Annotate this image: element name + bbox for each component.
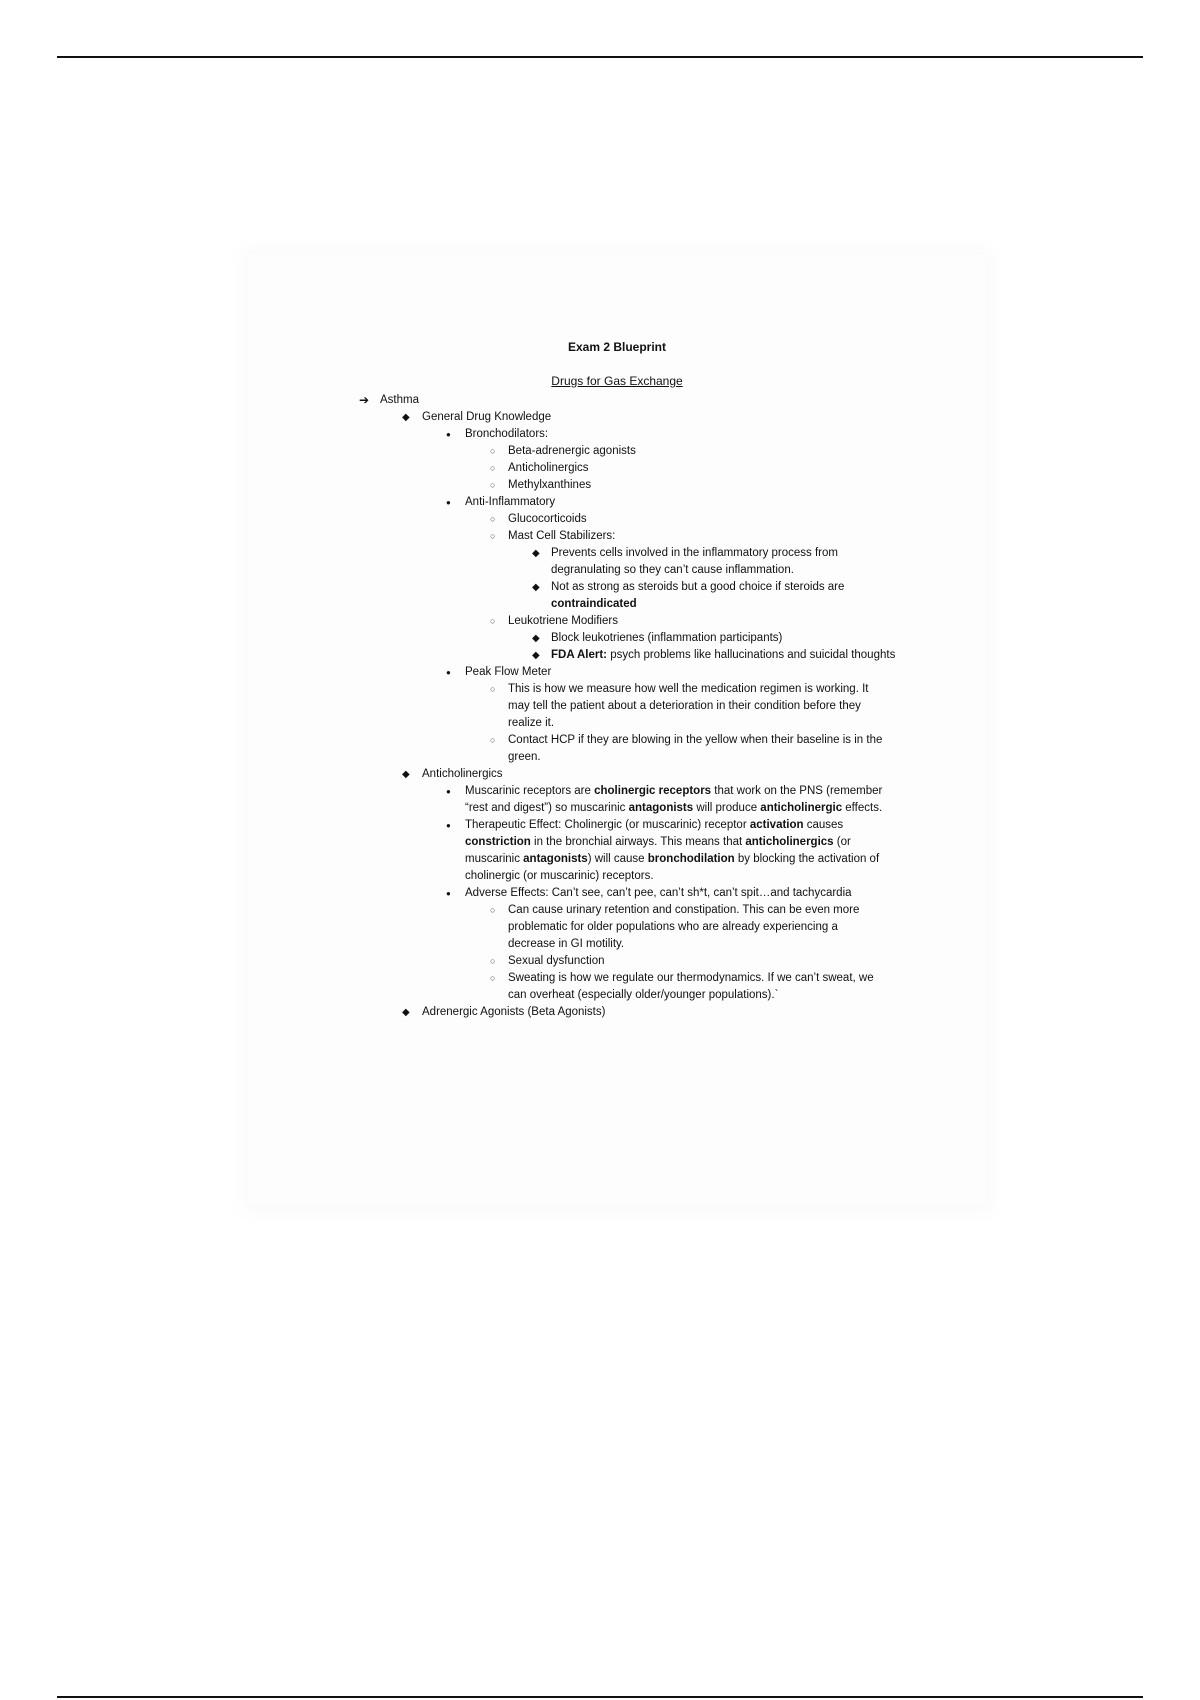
outline-item-text: Prevents cells involved in the inflammatory process from degranulating so they can’t cause inflammation. — [551, 547, 838, 576]
outline-item — [249, 511, 888, 528]
disc-bullet-icon: ● — [446, 787, 451, 796]
circle-bullet-icon: ○ — [490, 735, 496, 745]
outline-item-text: Sweating is how we regulate our thermodynamics. If we can’t sweat, we can overheat (especially older/younger populations).` — [508, 972, 874, 1001]
outline-item-text: Block leukotrienes (inflammation participants) — [551, 632, 783, 644]
outline-item — [249, 783, 885, 817]
outline-item — [249, 613, 888, 630]
diamond-bullet-icon: ◆ — [402, 1007, 410, 1018]
bold-term: FDA Alert: — [551, 649, 608, 661]
top-rule — [57, 56, 1143, 58]
outline-list — [249, 392, 985, 1021]
text-run: will produce — [693, 802, 761, 814]
outline-item — [249, 443, 888, 460]
outline-item-text — [465, 819, 879, 882]
outline-item — [249, 766, 842, 783]
outline-item — [249, 647, 896, 664]
diamond-bullet-icon: ◆ — [402, 769, 410, 780]
bold-term: contraindicated — [551, 598, 637, 610]
outline-item — [249, 732, 888, 766]
outline-item-text: Bronchodilators: — [465, 428, 549, 440]
outline-item-text: Mast Cell Stabilizers: — [508, 530, 616, 542]
outline-item — [249, 902, 888, 953]
disc-bullet-icon: ● — [446, 668, 451, 677]
outline-item-text: Adverse Effects: Can’t see, can’t pee, can’t sh*t, can’t spit…and tachycardia — [465, 887, 852, 899]
bold-term: antagonists — [523, 853, 588, 865]
text-run: (or muscarinic — [465, 836, 851, 865]
outline-item-text: Glucocorticoids — [508, 513, 587, 525]
outline-item-text: Beta-adrenergic agonists — [508, 445, 636, 457]
outline-item — [249, 545, 896, 579]
text-run: effects. — [842, 802, 883, 814]
circle-bullet-icon: ○ — [490, 531, 496, 541]
outline-item-text: Contact HCP if they are blowing in the yellow when their baseline is in the green. — [508, 734, 883, 763]
diamond-bullet-icon: ◆ — [532, 582, 540, 593]
text-run: that work on the PNS (remember “rest and digest”) so muscarinic — [465, 785, 883, 814]
outline-item-text: Anticholinergics — [508, 462, 589, 474]
circle-bullet-icon: ○ — [490, 956, 496, 966]
bold-term: anticholinergics — [745, 836, 834, 848]
diamond-bullet-icon: ◆ — [532, 548, 540, 559]
circle-bullet-icon: ○ — [490, 616, 496, 626]
outline-item — [249, 460, 888, 477]
circle-bullet-icon: ○ — [490, 514, 496, 524]
outline-item — [249, 494, 885, 511]
outline-item — [249, 885, 885, 902]
outline-item-text: Anti-Inflammatory — [465, 496, 556, 508]
text-run: causes — [803, 819, 844, 831]
circle-bullet-icon: ○ — [490, 973, 496, 983]
text-run: psych problems like hallucinations and suicidal thoughts — [607, 649, 896, 661]
document-title: Exam 2 Blueprint — [567, 340, 667, 354]
outline-item-text: Can cause urinary retention and constipation. This can be even more problematic for older populations who are already experiencing a decrease in GI motility. — [508, 904, 860, 950]
text-run: in the bronchial airways. This means that — [530, 836, 746, 848]
document-page — [249, 255, 985, 1205]
bold-term: antagonists — [628, 802, 694, 814]
disc-bullet-icon: ● — [446, 889, 451, 898]
bold-term: activation — [749, 819, 804, 831]
outline-item-text — [551, 581, 844, 610]
outline-item — [249, 817, 885, 885]
outline-item — [249, 528, 888, 545]
bold-term: bronchodilation — [647, 853, 735, 865]
outline-item-text — [551, 649, 895, 661]
outline-item-text: Leukotriene Modifiers — [508, 615, 618, 627]
bold-term: constriction — [465, 836, 531, 848]
outline-item — [249, 426, 885, 443]
diamond-bullet-icon: ◆ — [532, 650, 540, 661]
bold-term: cholinergic receptors — [594, 785, 712, 797]
bottom-rule — [57, 1696, 1143, 1698]
text-run: Not as strong as steroids but a good choice if steroids are — [551, 581, 845, 593]
outline-item-text: Adrenergic Agonists (Beta Agonists) — [422, 1006, 606, 1018]
text-run: Therapeutic Effect: Cholinergic (or muscarinic) receptor — [465, 819, 750, 831]
text-run: ) will cause — [587, 853, 648, 865]
circle-bullet-icon: ○ — [490, 480, 496, 490]
outline-item-text — [465, 785, 882, 814]
outline-item-text: Asthma — [380, 394, 419, 406]
outline-item-text: Methylxanthines — [508, 479, 592, 491]
outline-item — [249, 664, 885, 681]
text-run: Muscarinic receptors are — [465, 785, 595, 797]
circle-bullet-icon: ○ — [490, 446, 496, 456]
disc-bullet-icon: ● — [446, 430, 451, 439]
outline-item — [249, 477, 888, 494]
circle-bullet-icon: ○ — [490, 905, 496, 915]
circle-bullet-icon: ○ — [490, 463, 496, 473]
outline-item — [249, 392, 830, 409]
text-run: by blocking the activation of cholinergic (or muscarinic) receptors. — [465, 853, 880, 882]
disc-bullet-icon: ● — [446, 498, 451, 507]
outline-item — [249, 953, 888, 970]
arrow-bullet-icon: ➔ — [359, 393, 370, 407]
outline-item-text: General Drug Knowledge — [422, 411, 552, 423]
outline-item — [249, 1004, 842, 1021]
outline-item-text: Peak Flow Meter — [465, 666, 552, 678]
outline-item — [249, 409, 842, 426]
document-subtitle: Drugs for Gas Exchange — [551, 374, 683, 388]
outline-item — [249, 579, 896, 613]
disc-bullet-icon: ● — [446, 821, 451, 830]
outline-item-text: Sexual dysfunction — [508, 955, 605, 967]
outline-item-text: Anticholinergics — [422, 768, 503, 780]
outline-item — [249, 970, 888, 1004]
diamond-bullet-icon: ◆ — [402, 412, 410, 423]
bold-term: anticholinergic — [760, 802, 843, 814]
outline-item-text: This is how we measure how well the medication regimen is working. It may tell the patient about a deterioration in their condition before they realize it. — [508, 683, 869, 729]
circle-bullet-icon: ○ — [490, 684, 496, 694]
outline-item — [249, 630, 896, 647]
outline-item — [249, 681, 888, 732]
diamond-bullet-icon: ◆ — [532, 633, 540, 644]
